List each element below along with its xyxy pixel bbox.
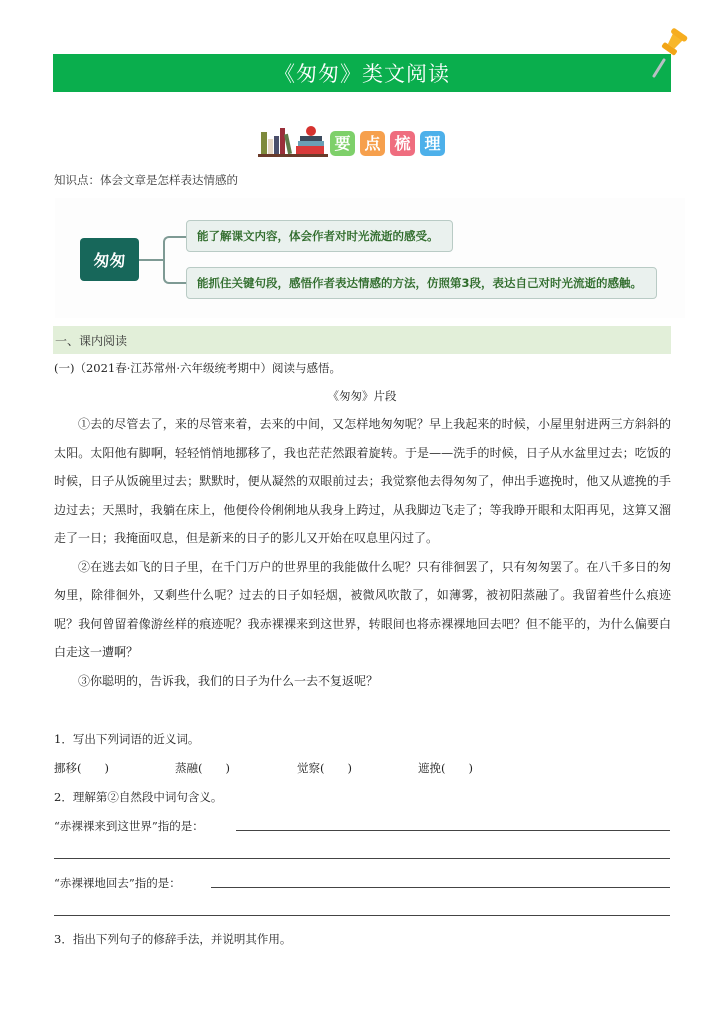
paragraph: ②在逃去如飞的日子里，在千门万户的世界里的我能做什么呢？只有徘徊罢了，只有匆匆罢了。在八千多日的匆匆里，除徘徊外，又剩些什么呢？过去的日子如轻烟，被微风吹散了，如薄雾，被初阳蒸融了。我留着些什么痕迹呢？我何曾留着像游丝样的痕迹呢？我赤裸裸来到这世界，转眼间也将赤裸裸地回去吧？但不能平的，为什么偏要白白走这一遭啊？ (54, 559, 671, 659)
mindmap-branch: 能了解课文内容，体会作者对时光流逝的感受。 (186, 220, 453, 252)
passage (54, 410, 671, 695)
mindmap (55, 198, 685, 318)
answer-line[interactable] (236, 830, 670, 831)
title-banner (53, 54, 671, 92)
page-title: 《匆匆》类文阅读 (274, 62, 450, 86)
mindmap-bracket (163, 236, 187, 284)
badge-char: 点 (360, 131, 385, 156)
synonym-item[interactable]: 觉察( ) (297, 761, 352, 775)
paragraph: ③你聪明的，告诉我，我们的日子为什么一去不复返呢？ (78, 673, 379, 688)
fill-label-2: “赤裸裸地回去”指的是： (54, 876, 181, 890)
answer-line[interactable] (54, 915, 670, 916)
synonym-item[interactable]: 蒸融( ) (175, 761, 230, 775)
pushpin-icon (640, 26, 690, 82)
synonym-item[interactable]: 遮挽( ) (418, 761, 473, 775)
question-source: (一)（2021春·江苏常州·六年级统考期中）阅读与感悟。 (54, 361, 342, 375)
question-2: 2．理解第②自然段中词句含义。 (54, 790, 223, 804)
answer-line[interactable] (54, 858, 670, 859)
mindmap-root: 匆匆 (80, 238, 139, 281)
knowledge-point: 知识点：体会文章是怎样表达情感的 (54, 173, 238, 187)
paragraph: ①去的尽管去了，来的尽管来着，去来的中间，又怎样地匆匆呢？早上我起来的时候，小屋里射进两三方斜斜的太阳。太阳他有脚啊，轻轻悄悄地挪移了，我也茫茫然跟着旋转。于是——洗手的时候，日子从水盆里过去；吃饭的时候，日子从饭碗里过去；默默时，便从凝然的双眼前过去；我觉察他去得匆匆了，伸出手遮挽时，他又从遮挽的手边过去；天黑时，我躺在床上，他便伶伶俐俐地从我身上跨过，从我脚边飞走了；等我睁开眼和太阳再见，这算又溜走了一日；我掩面叹息，但是新来的日子的影儿又开始在叹息里闪过了。 (54, 417, 671, 545)
mindmap-connector (139, 259, 164, 261)
section-header (53, 326, 671, 354)
mindmap-branch: 能抓住关键句段，感悟作者表达情感的方法，仿照第3段，表达自己对时光流逝的感触。 (186, 267, 657, 299)
books-icon (258, 124, 328, 157)
fill-label-1: “赤裸裸来到这世界”指的是： (54, 819, 204, 833)
section-badge (330, 131, 445, 156)
synonym-item[interactable]: 挪移( ) (54, 761, 109, 775)
question-3: 3．指出下列句子的修辞手法，并说明其作用。 (54, 932, 292, 946)
badge-char: 要 (330, 131, 355, 156)
badge-char: 理 (420, 131, 445, 156)
passage-title: 《匆匆》片段 (327, 389, 397, 403)
section-title: 一、课内阅读 (55, 333, 128, 348)
badge-char: 梳 (390, 131, 415, 156)
question-1: 1．写出下列词语的近义词。 (54, 732, 200, 746)
answer-line[interactable] (211, 887, 670, 888)
